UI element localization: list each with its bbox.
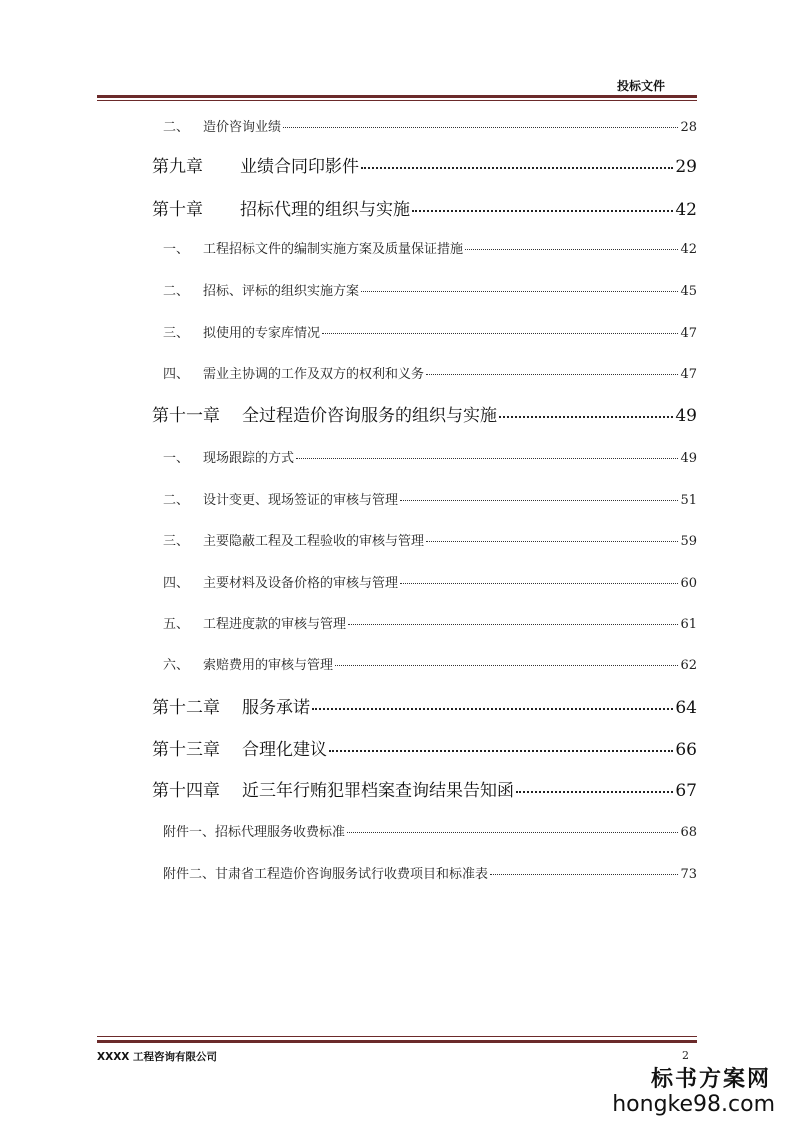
toc-entry-number: 一、 — [163, 451, 190, 466]
toc-chapter-entry[interactable] — [152, 735, 697, 760]
toc-entry-title: 主要材料及设备价格的审核与管理 — [203, 576, 399, 591]
toc-entry-number: 第十三章 — [152, 740, 220, 760]
toc-entry-page: 29 — [675, 157, 697, 177]
toc-entry-title: 工程进度款的审核与管理 — [203, 617, 347, 632]
toc-dot-leader — [312, 708, 673, 710]
toc-entry-page: 73 — [680, 867, 697, 882]
toc-chapter-entry[interactable] — [152, 776, 697, 801]
toc-entry-number: 四、 — [163, 367, 190, 382]
toc-entry-title: 主要隐蔽工程及工程验收的审核与管理 — [203, 534, 425, 549]
toc-entry-number: 三、 — [163, 326, 190, 341]
toc-dot-leader — [400, 583, 678, 584]
toc-chapter-entry[interactable] — [152, 693, 697, 718]
toc-entry-page: 51 — [680, 493, 697, 508]
toc-entry-number: 四、 — [163, 576, 190, 591]
toc-entry-number: 第十二章 — [152, 698, 220, 718]
watermark-url: hongke98.com — [612, 1092, 775, 1117]
toc-entry-number: 二、 — [163, 284, 190, 299]
toc-entry-page: 49 — [680, 451, 697, 466]
footer-rule-thick — [97, 1040, 697, 1043]
toc-section-entry[interactable] — [163, 322, 697, 341]
toc-entry-title: 近三年行贿犯罪档案查询结果告知函 — [242, 781, 514, 801]
toc-section-entry[interactable] — [163, 447, 697, 466]
toc-dot-leader — [400, 500, 678, 501]
toc-chapter-entry[interactable] — [152, 152, 697, 177]
toc-entry-page: 68 — [680, 825, 697, 840]
toc-entry-title: 合理化建议 — [242, 740, 327, 760]
toc-entry-title: 业绩合同印影件 — [240, 157, 359, 177]
toc-dot-leader — [490, 874, 678, 875]
toc-entry-page: 67 — [675, 781, 697, 801]
footer-company-name: XXXX 工程咨询有限公司 — [97, 1051, 218, 1063]
toc-entry-number: 六、 — [163, 658, 190, 673]
toc-section-entry[interactable] — [163, 363, 697, 382]
toc-chapter-entry[interactable] — [152, 401, 697, 426]
toc-dot-leader — [465, 249, 678, 250]
toc-dot-leader — [361, 167, 673, 169]
toc-entry-page: 28 — [680, 120, 697, 135]
toc-dot-leader — [347, 832, 678, 833]
toc-section-entry[interactable] — [163, 280, 697, 299]
toc-entry-page: 60 — [680, 576, 697, 591]
toc-dot-leader — [296, 458, 678, 459]
toc-entry-page: 61 — [680, 617, 697, 632]
toc-section-entry[interactable] — [163, 489, 697, 508]
toc-entry-title: 工程招标文件的编制实施方案及质量保证措施 — [203, 242, 464, 257]
toc-section-entry[interactable] — [163, 613, 697, 632]
toc-entry-title: 附件一、招标代理服务收费标准 — [163, 825, 346, 840]
toc-entry-page: 42 — [680, 242, 697, 257]
toc-entry-number: 第九章 — [152, 157, 203, 177]
toc-entry-page: 45 — [680, 284, 697, 299]
toc-entry-title: 服务承诺 — [242, 698, 310, 718]
toc-entry-title: 招标、评标的组织实施方案 — [203, 284, 360, 299]
toc-entry-page: 64 — [675, 698, 697, 718]
toc-entry-page: 42 — [675, 200, 697, 220]
watermark-name: 标书方案网 — [650, 1067, 771, 1092]
toc-dot-leader — [426, 374, 678, 375]
toc-dot-leader — [499, 416, 673, 418]
watermark — [612, 1068, 775, 1118]
toc-section-entry[interactable] — [163, 863, 697, 882]
toc-entry-title: 现场跟踪的方式 — [203, 451, 295, 466]
toc-dot-leader — [348, 624, 678, 625]
toc-entry-number: 第十一章 — [152, 406, 220, 426]
toc-entry-number: 一、 — [163, 242, 190, 257]
toc-entry-title: 需业主协调的工作及双方的权利和义务 — [203, 367, 425, 382]
toc-entry-page: 66 — [675, 740, 697, 760]
footer-rule-thin — [97, 1036, 697, 1037]
toc-section-entry[interactable] — [163, 654, 697, 673]
toc-entry-title: 附件二、甘肃省工程造价咨询服务试行收费项目和标准表 — [163, 867, 489, 882]
toc-dot-leader — [426, 541, 678, 542]
toc-entry-title: 设计变更、现场签证的审核与管理 — [203, 493, 399, 508]
footer-page-number: 2 — [682, 1049, 689, 1062]
toc-dot-leader — [322, 333, 678, 334]
toc-dot-leader — [516, 791, 673, 793]
toc-dot-leader — [329, 750, 673, 752]
header-rule-thin — [97, 100, 697, 101]
header-rule-thick — [97, 95, 697, 98]
toc-entry-title: 造价咨询业绩 — [203, 120, 282, 135]
toc-entry-number: 二、 — [163, 493, 190, 508]
toc-entry-title: 索赔费用的审核与管理 — [203, 658, 334, 673]
toc-entry-title: 招标代理的组织与实施 — [240, 200, 410, 220]
toc-entry-number: 五、 — [163, 617, 190, 632]
toc-section-entry[interactable] — [163, 530, 697, 549]
toc-dot-leader — [361, 291, 678, 292]
toc-entry-number: 第十四章 — [152, 781, 220, 801]
toc-dot-leader — [335, 665, 678, 666]
toc-section-entry[interactable] — [163, 116, 697, 135]
toc-section-entry[interactable] — [163, 238, 697, 257]
toc-section-entry[interactable] — [163, 572, 697, 591]
toc-chapter-entry[interactable] — [152, 195, 697, 220]
toc-entry-page: 59 — [680, 534, 697, 549]
toc-dot-leader — [412, 210, 673, 212]
toc-section-entry[interactable] — [163, 821, 697, 840]
toc-entry-number: 二、 — [163, 120, 190, 135]
header-label: 投标文件 — [616, 79, 665, 93]
toc-entry-page: 62 — [680, 658, 697, 673]
toc-entry-title: 拟使用的专家库情况 — [203, 326, 321, 341]
toc-entry-page: 47 — [680, 326, 697, 341]
toc-entry-page: 49 — [675, 406, 697, 426]
toc-entry-number: 第十章 — [152, 200, 203, 220]
toc-dot-leader — [283, 127, 678, 128]
toc-entry-title: 全过程造价咨询服务的组织与实施 — [242, 406, 497, 426]
toc-entry-number: 三、 — [163, 534, 190, 549]
toc-entry-page: 47 — [680, 367, 697, 382]
